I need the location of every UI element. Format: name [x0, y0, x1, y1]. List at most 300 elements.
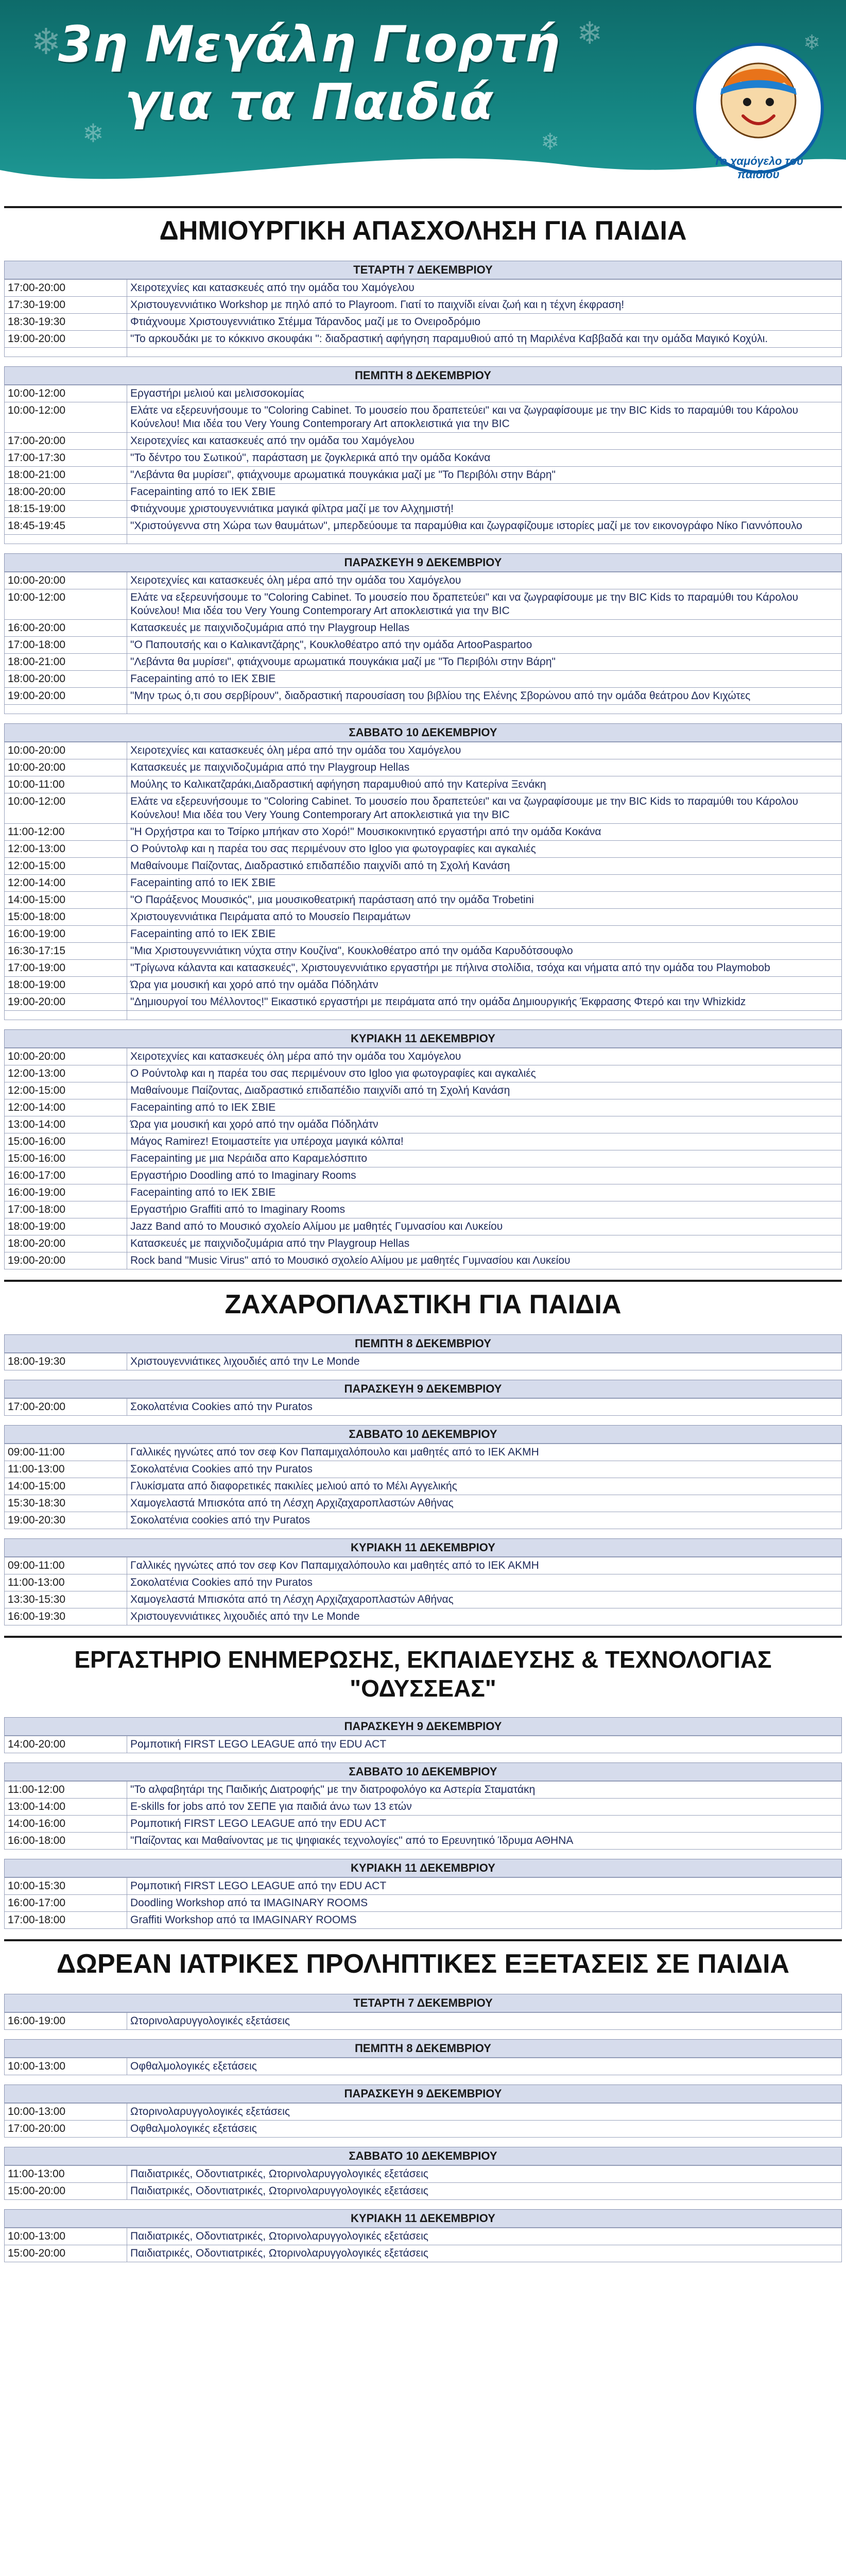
event-description: Ωτορινολαρυγγολογικές εξετάσεις — [127, 2104, 842, 2121]
schedule-table — [4, 572, 842, 714]
table-row — [5, 1895, 842, 1912]
event-description: Ώρα για μουσική και χορό από την ομάδα Πόδηλάτν — [127, 1116, 842, 1133]
day-block — [4, 1762, 842, 1850]
event-time: 19:00-20:00 — [5, 1252, 127, 1269]
event-description: Εργαστήριο Doodling από το Imaginary Rooms — [127, 1167, 842, 1184]
event-description: Ελάτε να εξερευνήσουμε το "Coloring Cabinet. Το μουσείο που δραπετεύει" και να ζωγραφίσουμε με την BIC Kids το παραμύθι του Κάρολου Κούνελου! Μια ιδέα του Very Young Contemporary Art αποκλειστικά για την BIC — [127, 589, 842, 620]
table-row — [5, 858, 842, 875]
day-block — [4, 723, 842, 1020]
event-time: 10:00-13:00 — [5, 2104, 127, 2121]
snowflake-icon: ❄ — [803, 31, 821, 55]
event-description: Ελάτε να εξερευνήσουμε το "Coloring Cabinet. Το μουσείο που δραπετεύει" και να ζωγραφίσουμε με την BIC Kids το παραμύθι του Κάρολου Κούνελου! Μια ιδέα του Very Young Contemporary Art αποκλειστικά για την BIC — [127, 793, 842, 824]
event-time: 18:30-19:30 — [5, 314, 127, 331]
event-description: Παιδιατρικές, Οδοντιατρικές, Ωτορινολαρυγγολογικές εξετάσεις — [127, 2166, 842, 2183]
schedule-content — [0, 206, 846, 2262]
table-row — [5, 1184, 842, 1201]
table-row — [5, 960, 842, 977]
event-time: 11:00-12:00 — [5, 824, 127, 841]
day-block — [4, 1425, 842, 1529]
event-description: Rock band "Music Virus" από το Μουσικό σχολείο Αλίμου με μαθητές Γυμνασίου και Λυκείου — [127, 1252, 842, 1269]
day-header: ΠΑΡΑΣΚΕΥΗ 9 ΔΕΚΕΜΒΡΙΟΥ — [4, 2084, 842, 2103]
event-description: Κατασκευές με παιχνιδοζυμάρια από την Playgroup Hellas — [127, 759, 842, 776]
table-row — [5, 1082, 842, 1099]
event-description: Χειροτεχνίες και κατασκευές από την ομάδα του Χαμόγελου — [127, 280, 842, 297]
event-description: Ελάτε να εξερευνήσουμε το "Coloring Cabinet. Το μουσείο που δραπετεύει" και να ζωγραφίσουμε με την BIC Kids το παραμύθι του Κάρολου Κούνελου! Μια ιδέα του Very Young Contemporary Art αποκλειστικά για την BIC — [127, 402, 842, 433]
schedule-table — [4, 1877, 842, 1929]
schedule-section — [4, 1939, 842, 2262]
event-time: 16:00-19:00 — [5, 926, 127, 943]
event-description: Facepainting με μια Νεράιδα απο Καραμελόσπιτο — [127, 1150, 842, 1167]
event-description: Χριστουγεννιάτικες λιχουδιές από την Le Monde — [127, 1608, 842, 1625]
table-row — [5, 1099, 842, 1116]
event-time: 16:00-19:00 — [5, 1184, 127, 1201]
table-row — [5, 793, 842, 824]
event-description: Σοκολατένια Cookies από την Puratos — [127, 1399, 842, 1416]
event-description: Χειροτεχνίες και κατασκευές από την ομάδα του Χαμόγελου — [127, 433, 842, 450]
table-row — [5, 1912, 842, 1929]
event-description — [127, 1011, 842, 1020]
table-row — [5, 1512, 842, 1529]
day-header: ΣΑΒΒΑΤΟ 10 ΔΕΚΕΜΒΡΙΟΥ — [4, 1762, 842, 1781]
event-time: 18:00-21:00 — [5, 654, 127, 671]
schedule-table — [4, 2012, 842, 2030]
event-description: Μαθαίνουμε Παίζοντας, Διαδραστικό επιδαπέδιο παιχνίδι από τη Σχολή Κανάση — [127, 858, 842, 875]
event-description: "Παίζοντας και Μαθαίνοντας με τις ψηφιακές τεχνολογίες" από το Ερευνητικό Ίδρυμα ΑΘΗΝΑ — [127, 1833, 842, 1850]
schedule-table — [4, 1781, 842, 1850]
event-description: Φτιάχνουμε χριστουγεννιάτικα μαγικά φίλτρα μαζί με τον Αλχημιστή! — [127, 501, 842, 518]
table-row — [5, 1065, 842, 1082]
table-row — [5, 402, 842, 433]
table-row — [5, 620, 842, 637]
table-row — [5, 1011, 842, 1020]
event-description: Φτιάχνουμε Χριστουγεννιάτικο Στέμμα Τάρανδος μαζί με το Ονειροδρόμιο — [127, 314, 842, 331]
event-time: 16:00-18:00 — [5, 1833, 127, 1850]
table-row — [5, 1591, 842, 1608]
day-header: ΠΑΡΑΣΚΕΥΗ 9 ΔΕΚΕΜΒΡΙΟΥ — [4, 1717, 842, 1736]
schedule-table — [4, 1444, 842, 1529]
table-row — [5, 2121, 842, 2138]
event-time: 10:00-13:00 — [5, 2058, 127, 2075]
day-block — [4, 1029, 842, 1269]
event-description: Χριστουγεννιάτικο Workshop με πηλό από το Playroom. Γιατί το παιχνίδι είναι ζωή και η τέχνη έκφραση! — [127, 297, 842, 314]
day-block — [4, 261, 842, 357]
table-row — [5, 1444, 842, 1461]
table-row — [5, 1574, 842, 1591]
event-description: "Μια Χριστουγεννιάτικη νύχτα στην Κουζίνα", Κουκλοθέατρο από την ομάδα Καρυδότσουφλο — [127, 943, 842, 960]
page-title — [0, 15, 618, 131]
table-row — [5, 1399, 842, 1416]
event-description: Facepainting από το ΙΕΚ ΣΒΙΕ — [127, 1099, 842, 1116]
event-time: 19:00-20:30 — [5, 1512, 127, 1529]
table-row — [5, 926, 842, 943]
table-row — [5, 518, 842, 535]
event-description: Χαμογελαστά Μπισκότα από τη Λέσχη Αρχιζαχαροπλαστών Αθήνας — [127, 1591, 842, 1608]
event-time: 19:00-20:00 — [5, 994, 127, 1011]
event-time: 15:30-18:30 — [5, 1495, 127, 1512]
event-description: "Το αλφαβητάρι της Παιδικής Διατροφής" με την διατροφολόγο κα Αστερία Σταματάκη — [127, 1782, 842, 1799]
event-description: Εργαστήρι μελιού και μελισσοκομίας — [127, 385, 842, 402]
table-row — [5, 637, 842, 654]
table-row — [5, 385, 842, 402]
event-time: 10:00-15:30 — [5, 1878, 127, 1895]
table-row — [5, 433, 842, 450]
event-time: 09:00-11:00 — [5, 1557, 127, 1574]
table-row — [5, 759, 842, 776]
event-time: 16:30-17:15 — [5, 943, 127, 960]
table-row — [5, 776, 842, 793]
schedule-table — [4, 1736, 842, 1753]
day-header: ΠΕΜΠΤΗ 8 ΔΕΚΕΜΒΡΙΟΥ — [4, 2039, 842, 2058]
table-row — [5, 484, 842, 501]
event-description: Ο Ρούντολφ και η παρέα του σας περιμένουν στο Igloo για φωτογραφίες και αγκαλιές — [127, 1065, 842, 1082]
table-row — [5, 1150, 842, 1167]
event-description: Χριστουγεννιάτικες λιχουδιές από την Le Monde — [127, 1353, 842, 1370]
event-description: Ρομποτική FIRST LEGO LEAGUE από την EDU ACT — [127, 1816, 842, 1833]
table-row — [5, 1201, 842, 1218]
section-title: ΔΗΜΙΟΥΡΓΙΚΗ ΑΠΑΣΧΟΛΗΣΗ ΓΙΑ ΠΑΙΔΙΑ — [4, 206, 842, 251]
event-time: 17:00-20:00 — [5, 433, 127, 450]
event-description: Γαλλικές ηγνώτες από τον σεφ Κον Παπαμιχαλόπουλο και μαθητές από το ΙΕΚ ΑΚΜΗ — [127, 1444, 842, 1461]
schedule-table — [4, 1048, 842, 1269]
event-description — [127, 348, 842, 357]
event-time: 15:00-18:00 — [5, 909, 127, 926]
event-time: 16:00-20:00 — [5, 620, 127, 637]
schedule-section — [4, 1636, 842, 1929]
day-block — [4, 553, 842, 714]
table-row — [5, 1557, 842, 1574]
event-description: Ρομποτική FIRST LEGO LEAGUE από την EDU ACT — [127, 1736, 842, 1753]
day-header: ΤΕΤΑΡΤΗ 7 ΔΕΚΕΜΒΡΙΟΥ — [4, 261, 842, 279]
event-time: 12:00-15:00 — [5, 1082, 127, 1099]
table-row — [5, 977, 842, 994]
event-time: 18:00-19:00 — [5, 1218, 127, 1235]
event-description: Facepainting από το ΙΕΚ ΣΒΙΕ — [127, 671, 842, 688]
day-block — [4, 1334, 842, 1370]
event-description: "Δημιουργοί του Μέλλοντος!" Εικαστικό εργαστήρι με πειράματα από την ομάδα Δημιουργικής Έκφρασης Φτερό και την Whizkidz — [127, 994, 842, 1011]
event-description: Doodling Workshop από τα IMAGINARY ROOMS — [127, 1895, 842, 1912]
table-row — [5, 1608, 842, 1625]
day-block — [4, 1380, 842, 1416]
event-time: 19:00-20:00 — [5, 331, 127, 348]
table-row — [5, 1167, 842, 1184]
table-row — [5, 994, 842, 1011]
event-description: Μούλης το Καλικατζαράκι,Διαδραστική αφήγηση παραμυθιού από την Κατερίνα Ξενάκη — [127, 776, 842, 793]
schedule-table — [4, 2058, 842, 2075]
day-block — [4, 2147, 842, 2200]
day-block — [4, 2209, 842, 2262]
table-row — [5, 1736, 842, 1753]
table-row — [5, 824, 842, 841]
event-time: 14:00-20:00 — [5, 1736, 127, 1753]
table-row — [5, 572, 842, 589]
table-row — [5, 1353, 842, 1370]
event-description: Facepainting από το ΙΕΚ ΣΒΙΕ — [127, 875, 842, 892]
event-time: 17:00-18:00 — [5, 1201, 127, 1218]
event-time: 13:30-15:30 — [5, 1591, 127, 1608]
event-description: Ο Ρούντολφ και η παρέα του σας περιμένουν στο Igloo για φωτογραφίες και αγκαλιές — [127, 841, 842, 858]
table-row — [5, 1133, 842, 1150]
event-time: 18:00-20:00 — [5, 484, 127, 501]
event-time: 18:00-19:30 — [5, 1353, 127, 1370]
event-description: Σοκολατένια cookies από την Puratos — [127, 1512, 842, 1529]
table-row — [5, 2245, 842, 2262]
event-description: Facepainting από το ΙΕΚ ΣΒΙΕ — [127, 926, 842, 943]
event-description: Χριστουγεννιάτικα Πειράματα από το Μουσείο Πειραμάτων — [127, 909, 842, 926]
event-description: Χειροτεχνίες και κατασκευές όλη μέρα από την ομάδα του Χαμόγελου — [127, 1048, 842, 1065]
event-time: 13:00-14:00 — [5, 1799, 127, 1816]
table-row — [5, 1833, 842, 1850]
table-row — [5, 314, 842, 331]
table-row — [5, 1461, 842, 1478]
table-row — [5, 2166, 842, 2183]
event-description: Μαθαίνουμε Παίζοντας, Διαδραστικό επιδαπέδιο παιχνίδι από τη Σχολή Κανάση — [127, 1082, 842, 1099]
day-header: ΚΥΡΙΑΚΗ 11 ΔΕΚΕΜΒΡΙΟΥ — [4, 2209, 842, 2228]
event-time: 16:00-19:00 — [5, 2013, 127, 2030]
event-time: 11:00-12:00 — [5, 1782, 127, 1799]
event-time: 17:00-20:00 — [5, 280, 127, 297]
event-description: Οφθαλμολογικές εξετάσεις — [127, 2121, 842, 2138]
table-row — [5, 705, 842, 714]
table-row — [5, 943, 842, 960]
event-description: "Μην τρως ό,τι σου σερβίρουν", διαδραστική παρουσίαση του βιβλίου της Ελένης Σβορώνου από την ομάδα θεάτρου Δον Κιχώτες — [127, 688, 842, 705]
event-time: 09:00-11:00 — [5, 1444, 127, 1461]
day-header: ΣΑΒΒΑΤΟ 10 ΔΕΚΕΜΒΡΙΟΥ — [4, 723, 842, 742]
event-time: 10:00-20:00 — [5, 759, 127, 776]
day-block — [4, 2084, 842, 2138]
section-title: ΕΡΓΑΣΤΗΡΙΟ ΕΝΗΜΕΡΩΣΗΣ, ΕΚΠΑΙΔΕΥΣΗΣ & ΤΕΧΝΟΛΟΓΙΑΣ "ΟΔΥΣΣΕΑΣ" — [4, 1636, 842, 1708]
table-row — [5, 909, 842, 926]
table-row — [5, 841, 842, 858]
event-time: 17:00-20:00 — [5, 1399, 127, 1416]
event-time: 12:00-13:00 — [5, 1065, 127, 1082]
table-row — [5, 2104, 842, 2121]
event-time: 13:00-14:00 — [5, 1116, 127, 1133]
event-description: Σοκολατένια Cookies από την Puratos — [127, 1574, 842, 1591]
table-row — [5, 589, 842, 620]
event-time: 15:00-16:00 — [5, 1150, 127, 1167]
event-time: 10:00-12:00 — [5, 402, 127, 433]
day-header: ΚΥΡΙΑΚΗ 11 ΔΕΚΕΜΒΡΙΟΥ — [4, 1029, 842, 1048]
day-header: ΚΥΡΙΑΚΗ 11 ΔΕΚΕΜΒΡΙΟΥ — [4, 1859, 842, 1877]
table-row — [5, 1799, 842, 1816]
event-time: 17:30-19:00 — [5, 297, 127, 314]
event-description: Χειροτεχνίες και κατασκευές όλη μέρα από την ομάδα του Χαμόγελου — [127, 572, 842, 589]
event-time: 12:00-14:00 — [5, 875, 127, 892]
event-description: Μάγος Ramirez! Ετοιμαστείτε για υπέροχα μαγικά κόλπα! — [127, 1133, 842, 1150]
schedule-table — [4, 742, 842, 1020]
snowflake-icon: ❄ — [82, 118, 104, 148]
schedule-table — [4, 1353, 842, 1370]
event-time: 10:00-12:00 — [5, 589, 127, 620]
day-header: ΣΑΒΒΑΤΟ 10 ΔΕΚΕΜΒΡΙΟΥ — [4, 2147, 842, 2165]
event-time: 18:00-20:00 — [5, 671, 127, 688]
event-time: 10:00-11:00 — [5, 776, 127, 793]
event-description: "Ο Παράξενος Μουσικός", μια μουσικοθεατρική παράσταση από την ομάδα Trobetini — [127, 892, 842, 909]
event-description: Σοκολατένια Cookies από την Puratos — [127, 1461, 842, 1478]
event-time: 11:00-13:00 — [5, 2166, 127, 2183]
event-time: 12:00-15:00 — [5, 858, 127, 875]
section-title: ΖΑΧΑΡΟΠΛΑΣΤΙΚΗ ΓΙΑ ΠΑΙΔΙΑ — [4, 1280, 842, 1325]
event-time: 10:00-12:00 — [5, 385, 127, 402]
schedule-table — [4, 1398, 842, 1416]
schedule-table — [4, 2165, 842, 2200]
day-header: ΤΕΤΑΡΤΗ 7 ΔΕΚΕΜΒΡΙΟΥ — [4, 1994, 842, 2012]
table-row — [5, 297, 842, 314]
schedule-table — [4, 2103, 842, 2138]
event-time — [5, 705, 127, 714]
logo-label: Το χαμόγελο του παιδιού — [713, 155, 804, 181]
event-time: 15:00-20:00 — [5, 2245, 127, 2262]
table-row — [5, 742, 842, 759]
event-time: 10:00-20:00 — [5, 742, 127, 759]
event-time: 17:00-19:00 — [5, 960, 127, 977]
table-row — [5, 2183, 842, 2200]
event-time: 17:00-17:30 — [5, 450, 127, 467]
event-description: Facepainting από το ΙΕΚ ΣΒΙΕ — [127, 484, 842, 501]
event-description: Ωτορινολαρυγγολογικές εξετάσεις — [127, 2013, 842, 2030]
event-description: Εργαστήριο Graffiti από το Imaginary Rooms — [127, 1201, 842, 1218]
schedule-table — [4, 1557, 842, 1625]
day-header: ΠΑΡΑΣΚΕΥΗ 9 ΔΕΚΕΜΒΡΙΟΥ — [4, 1380, 842, 1398]
day-header: ΠΑΡΑΣΚΕΥΗ 9 ΔΕΚΕΜΒΡΙΟΥ — [4, 553, 842, 572]
table-row — [5, 1816, 842, 1833]
event-time: 14:00-16:00 — [5, 1816, 127, 1833]
table-row — [5, 2058, 842, 2075]
table-row — [5, 1218, 842, 1235]
event-description: "Λεβάντα θα μυρίσει", φτιάχνουμε αρωματικά πουγκάκια μαζί με "Το Περιβόλι στην Βάρη" — [127, 467, 842, 484]
event-time: 10:00-12:00 — [5, 793, 127, 824]
table-row — [5, 688, 842, 705]
event-description: Γαλλικές ηγνώτες από τον σεφ Κον Παπαμιχαλόπουλο και μαθητές από το ΙΕΚ ΑΚΜΗ — [127, 1557, 842, 1574]
day-block — [4, 366, 842, 544]
table-row — [5, 280, 842, 297]
snowflake-icon: ❄ — [577, 15, 603, 52]
schedule-section — [4, 1280, 842, 1625]
table-row — [5, 875, 842, 892]
event-time: 18:00-19:00 — [5, 977, 127, 994]
event-time: 15:00-20:00 — [5, 2183, 127, 2200]
event-description: "Ο Παπουτσής και ο Καλικαντζάρης", Κουκλοθέατρο από την ομάδα ArtooPaspartoo — [127, 637, 842, 654]
event-description: Γλυκίσματα από διαφορετικές πακιλίες μελιού από το Μέλι Αγγελικής — [127, 1478, 842, 1495]
table-row — [5, 2228, 842, 2245]
table-row — [5, 1048, 842, 1065]
event-description: "Χριστούγεννα στη Χώρα των θαυμάτων", μπερδεύουμε τα παραμύθια και ζωγραφίζουμε ιστορίες μαζί με τον εικονογράφο Νίκο Γιαννόπουλο — [127, 518, 842, 535]
schedule-table — [4, 2228, 842, 2262]
schedule-table — [4, 279, 842, 357]
snowflake-icon: ❄ — [541, 129, 560, 155]
event-time: 12:00-14:00 — [5, 1099, 127, 1116]
table-row — [5, 535, 842, 544]
table-row — [5, 1252, 842, 1269]
section-title: ΔΩΡΕΑΝ ΙΑΤΡΙΚΕΣ ΠΡΟΛΗΠΤΙΚΕΣ ΕΞΕΤΑΣΕΙΣ ΣΕ ΠΑΙΔΙΑ — [4, 1939, 842, 1985]
event-description: "Η Ορχήστρα και το Τσίρκο μπήκαν στο Χορό!" Μουσικοκινητικό εργαστήρι από την ομάδα Κοκάνα — [127, 824, 842, 841]
event-time: 18:00-20:00 — [5, 1235, 127, 1252]
day-header: ΚΥΡΙΑΚΗ 11 ΔΕΚΕΜΒΡΙΟΥ — [4, 1538, 842, 1557]
event-description: "Το δέντρο του Σωτικού", παράσταση με ζογκλερικά από την ομάδα Κοκάνα — [127, 450, 842, 467]
event-description — [127, 535, 842, 544]
event-time — [5, 348, 127, 357]
event-time: 17:00-18:00 — [5, 637, 127, 654]
day-header: ΠΕΜΠΤΗ 8 ΔΕΚΕΜΒΡΙΟΥ — [4, 366, 842, 385]
event-description: Jazz Band από το Μουσικό σχολείο Αλίμου με μαθητές Γυμνασίου και Λυκείου — [127, 1218, 842, 1235]
title-line-2: για τα Παιδιά — [125, 73, 493, 131]
day-block — [4, 1717, 842, 1753]
event-description: Οφθαλμολογικές εξετάσεις — [127, 2058, 842, 2075]
event-time: 10:00-20:00 — [5, 1048, 127, 1065]
event-time: 14:00-15:00 — [5, 1478, 127, 1495]
event-time: 12:00-13:00 — [5, 841, 127, 858]
event-time: 18:45-19:45 — [5, 518, 127, 535]
event-time: 16:00-17:00 — [5, 1167, 127, 1184]
table-row — [5, 1495, 842, 1512]
snowflake-icon: ❄ — [31, 21, 61, 63]
day-block — [4, 1538, 842, 1625]
event-description: Κατασκευές με παιχνιδοζυμάρια από την Playgroup Hellas — [127, 1235, 842, 1252]
event-time: 10:00-13:00 — [5, 2228, 127, 2245]
event-time: 11:00-13:00 — [5, 1574, 127, 1591]
event-time: 11:00-13:00 — [5, 1461, 127, 1478]
table-row — [5, 467, 842, 484]
event-time: 14:00-15:00 — [5, 892, 127, 909]
event-description: Ρομποτική FIRST LEGO LEAGUE από την EDU ACT — [127, 1878, 842, 1895]
event-description: Χαμογελαστά Μπισκότα από τη Λέσχη Αρχιζαχαροπλαστών Αθήνας — [127, 1495, 842, 1512]
table-row — [5, 1235, 842, 1252]
event-description: Παιδιατρικές, Οδοντιατρικές, Ωτορινολαρυγγολογικές εξετάσεις — [127, 2228, 842, 2245]
event-description: Χειροτεχνίες και κατασκευές όλη μέρα από την ομάδα του Χαμόγελου — [127, 742, 842, 759]
event-time: 17:00-20:00 — [5, 2121, 127, 2138]
day-block — [4, 1994, 842, 2030]
event-description: "Τρίγωνα κάλαντα και κατασκευές", Χριστουγεννιάτικο εργαστήρι με πήλινα στολίδια, τσόχα και νήματα από την ομάδα του Playmobob — [127, 960, 842, 977]
table-row — [5, 1116, 842, 1133]
event-time — [5, 1011, 127, 1020]
table-row — [5, 348, 842, 357]
event-description: Παιδιατρικές, Οδοντιατρικές, Ωτορινολαρυγγολογικές εξετάσεις — [127, 2183, 842, 2200]
day-header: ΣΑΒΒΑΤΟ 10 ΔΕΚΕΜΒΡΙΟΥ — [4, 1425, 842, 1444]
event-time — [5, 535, 127, 544]
day-block — [4, 1859, 842, 1929]
event-description — [127, 705, 842, 714]
event-description: Graffiti Workshop από τα IMAGINARY ROOMS — [127, 1912, 842, 1929]
table-row — [5, 2013, 842, 2030]
title-line-1: 3η Μεγάλη Γιορτή — [58, 15, 560, 73]
event-time: 16:00-19:30 — [5, 1608, 127, 1625]
event-time: 16:00-17:00 — [5, 1895, 127, 1912]
event-description: "Λεβάντα θα μυρίσει", φτιάχνουμε αρωματικά πουγκάκια μαζί με "Το Περιβόλι στην Βάρη" — [127, 654, 842, 671]
event-description: Κατασκευές με παιχνιδοζυμάρια από την Playgroup Hellas — [127, 620, 842, 637]
event-time: 18:00-21:00 — [5, 467, 127, 484]
event-time: 19:00-20:00 — [5, 688, 127, 705]
event-description: Facepainting από το ΙΕΚ ΣΒΙΕ — [127, 1184, 842, 1201]
event-time: 15:00-16:00 — [5, 1133, 127, 1150]
table-row — [5, 1478, 842, 1495]
event-time: 10:00-20:00 — [5, 572, 127, 589]
day-header: ΠΕΜΠΤΗ 8 ΔΕΚΕΜΒΡΙΟΥ — [4, 1334, 842, 1353]
event-time: 18:15-19:00 — [5, 501, 127, 518]
table-row — [5, 501, 842, 518]
event-description: "Το αρκουδάκι με το κόκκινο σκουφάκι ": διαδραστική αφήγηση παραμυθιού από τη Μαριλένα Καββαδά και την ομάδα Μαγικό Κοχύλι. — [127, 331, 842, 348]
event-description: Ώρα για μουσική και χορό από την ομάδα Πόδηλάτν — [127, 977, 842, 994]
table-row — [5, 331, 842, 348]
table-row — [5, 1878, 842, 1895]
event-time: 17:00-18:00 — [5, 1912, 127, 1929]
event-description: E-skills for jobs από τον ΣΕΠΕ για παιδιά άνω των 13 ετών — [127, 1799, 842, 1816]
schedule-section — [4, 206, 842, 1269]
schedule-table — [4, 385, 842, 544]
page-header — [0, 0, 846, 196]
table-row — [5, 892, 842, 909]
table-row — [5, 654, 842, 671]
table-row — [5, 1782, 842, 1799]
